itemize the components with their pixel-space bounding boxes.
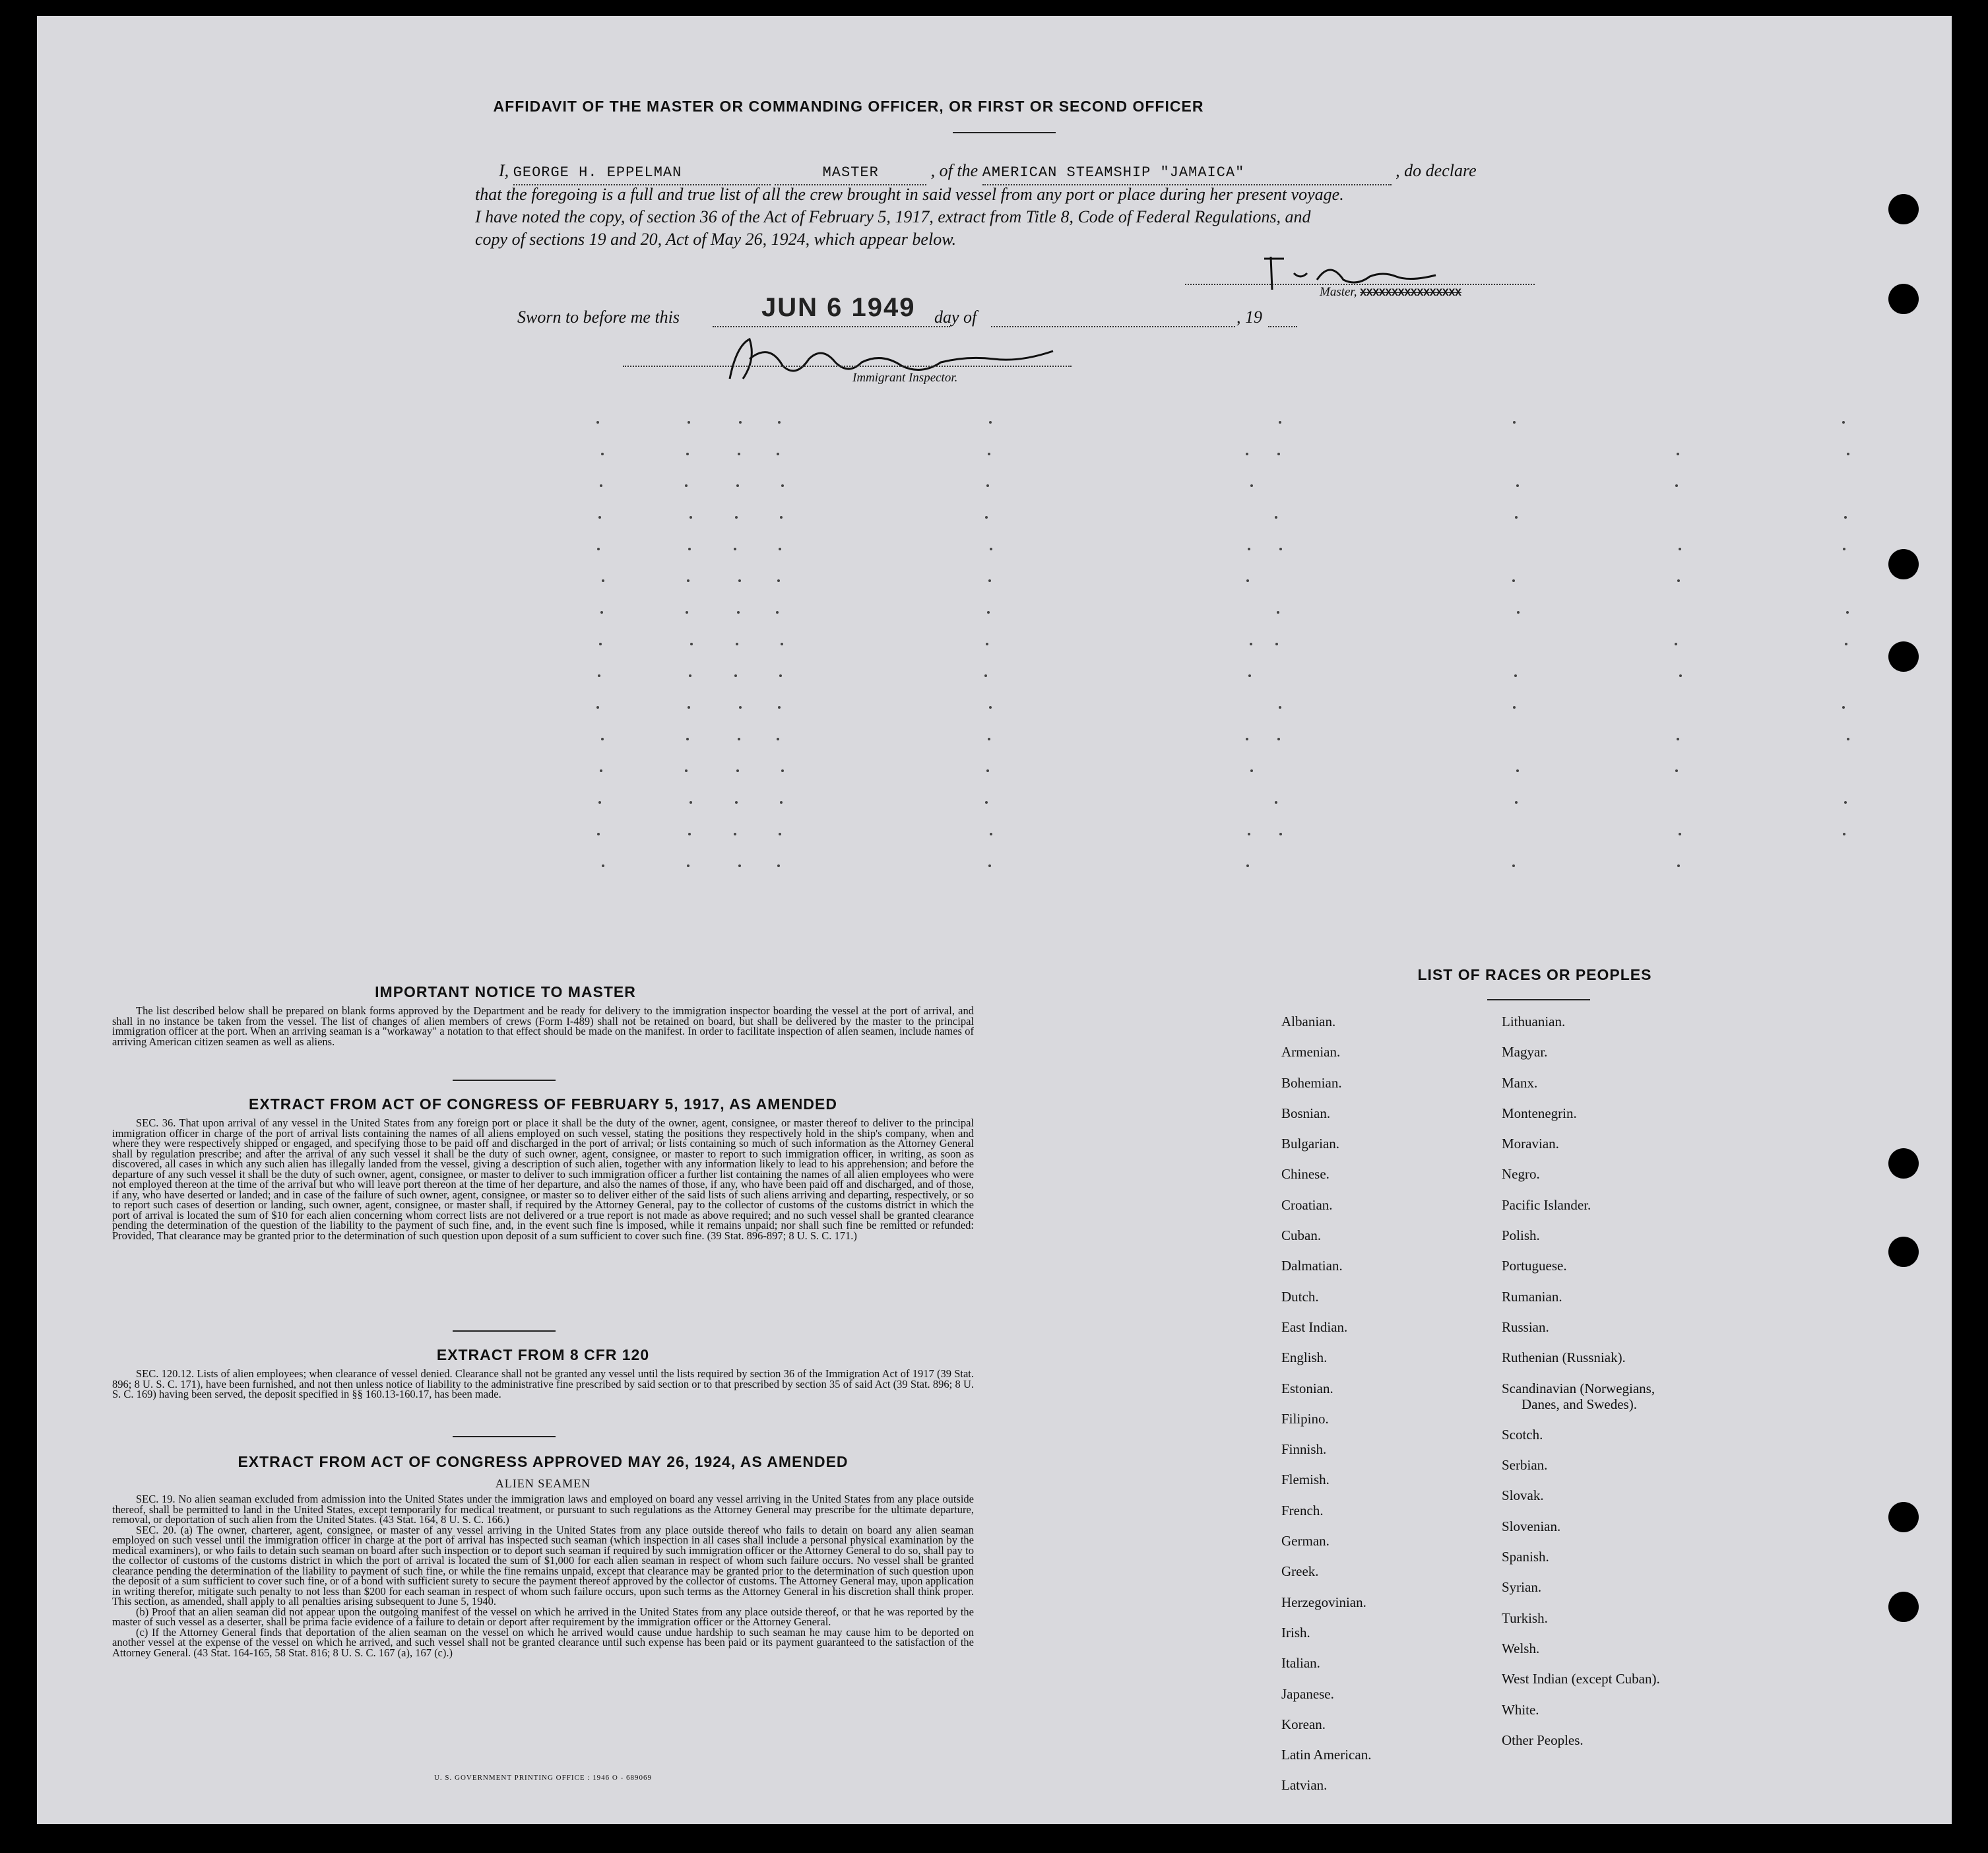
manifest-dot	[1277, 611, 1279, 614]
manifest-dot	[738, 579, 741, 582]
printing-office-imprint: U. S. GOVERNMENT PRINTING OFFICE : 1946 O - 689069	[433, 1774, 652, 1782]
year-line	[1268, 326, 1297, 327]
race-item: Cuban.	[1281, 1227, 1322, 1244]
manifest-dot	[781, 484, 784, 487]
manifest-dot	[734, 833, 736, 835]
race-item: Filipino.	[1281, 1410, 1329, 1427]
manifest-dot	[1246, 864, 1249, 867]
title-rule	[953, 132, 1056, 133]
manifest-dot	[1844, 516, 1847, 519]
manifest-dot	[985, 516, 988, 519]
manifest-dot	[1515, 801, 1518, 804]
manifest-dot	[1515, 516, 1518, 519]
manifest-dot	[777, 864, 780, 867]
race-item: Italian.	[1281, 1655, 1320, 1672]
sec-19-paragraph: SEC. 19. No alien seaman excluded from admission into the United States under the immigration laws and employed on board any vessel arriving in the United States from any place outside thereof, shall be permitted to land in the United States, except temporarily for medical treatment, or pursuant to such regulations as the Attorney General may prescribe for the ultimate departure, removal, or deportation of such alien from the United States. (43 Stat. 164, 8 U. S. C. 166.)	[112, 1493, 974, 1526]
manifest-dot	[781, 769, 784, 772]
punch-hole	[1888, 1592, 1919, 1622]
manifest-dot	[1677, 453, 1679, 455]
manifest-dot	[1844, 801, 1847, 804]
sec-20c-paragraph: (c) If the Attorney General finds that deportation of the alien seaman on the vessel on which he arrived would cause undue hardship to such seaman he may cause him to be deported on another vessel at the expense of the vessel on which he arrived, and such vessel shall not be granted clearance until such expense has been paid or its payment guaranteed to the satisfaction of the Attorney General. (43 Stat. 164-165, 58 Stat. 816; 8 U. S. C. 167 (a), 167 (c).)	[112, 1625, 974, 1659]
manifest-dot	[1846, 611, 1849, 614]
race-item: Irish.	[1281, 1624, 1310, 1641]
manifest-dot	[1677, 579, 1680, 582]
manifest-dot	[779, 548, 781, 550]
manifest-dot	[1277, 738, 1280, 740]
sworn-date-line	[713, 326, 950, 327]
master-rank: MASTER	[775, 162, 926, 185]
races-rule	[1487, 999, 1590, 1000]
race-item: Chinese.	[1281, 1166, 1330, 1183]
manifest-dot	[1845, 643, 1847, 645]
manifest-dot	[986, 484, 989, 487]
manifest-dot	[1250, 769, 1253, 772]
race-item: Dalmatian.	[1281, 1258, 1343, 1274]
manifest-dot	[1513, 421, 1516, 424]
race-item: Bulgarian.	[1281, 1136, 1340, 1152]
sec-20b-paragraph: (b) Proof that an alien seaman did not appear upon the outgoing manifest of the vessel on which he arrived in the United States from any place outside thereof, or that he was reported by the master of such vessel as a deserter, shall be prima facie evidence of a failure to detain or deport after requirement by the immigration officer or the Attorney General.	[112, 1605, 974, 1628]
race-item: Finnish.	[1281, 1441, 1327, 1458]
races-right-column	[1502, 1014, 1792, 1763]
manifest-dot	[600, 769, 602, 772]
race-item: Scandinavian (Norwegians,	[1502, 1380, 1655, 1396]
manifest-dot	[688, 421, 690, 424]
race-item: Slovak.	[1502, 1487, 1544, 1504]
manifest-dot	[689, 801, 692, 804]
race-item: Croatian.	[1281, 1196, 1333, 1213]
date-stamp: JUN 6 1949	[761, 293, 916, 322]
do-declare-text: , do declare	[1395, 161, 1477, 180]
manifest-dot	[736, 769, 739, 772]
race-item: Greek.	[1281, 1563, 1319, 1580]
manifest-dot	[1679, 833, 1681, 835]
year-label: , 19	[1236, 308, 1262, 327]
race-item: Turkish.	[1502, 1609, 1548, 1626]
manifest-dot	[735, 801, 738, 804]
manifest-dot	[597, 833, 600, 835]
manifest-dot	[689, 674, 691, 677]
race-item: Bohemian.	[1281, 1074, 1342, 1091]
extract-1924-title: EXTRACT FROM ACT OF CONGRESS APPROVED MAY 26, 1924, AS AMENDED	[238, 1453, 849, 1470]
manifest-dot	[602, 579, 604, 582]
manifest-dot	[686, 453, 689, 455]
affidavit-line-2: that the foregoing is a full and true list of all the crew brought in said vessel from any port or place during her present voyage.	[475, 185, 1344, 204]
manifest-dot	[1248, 548, 1250, 550]
sworn-label: Sworn to before me this	[517, 308, 680, 327]
manifest-dot	[988, 738, 990, 740]
manifest-dot	[1516, 484, 1519, 487]
manifest-dot	[600, 611, 603, 614]
sec-120-12-paragraph: SEC. 120.12. Lists of alien employees; when clearance of vessel denied. Clearance shall not be granted any vessel until the lists required by section 36 of the Immigration Act of 1917 (39 Stat. 896; 8 U. S. C. 171), have been furnished, and not then unless notice of liability to the administrative fine prescribed by said section or to that prescribed by section 35 of said Act (39 Stat. 896; 8 U. S. C. 169) having been served, the deposit specified in §§ 160.13-160.17, has been made.	[112, 1367, 974, 1400]
manifest-dot	[598, 516, 601, 519]
race-item: Welsh.	[1502, 1640, 1540, 1656]
manifest-dot	[1847, 453, 1849, 455]
manifest-dot	[689, 516, 692, 519]
manifest-dot	[598, 801, 601, 804]
manifest-dot	[1250, 643, 1252, 645]
manifest-dot	[738, 864, 741, 867]
race-item: Ruthenian (Russniak).	[1502, 1349, 1626, 1366]
punch-hole	[1888, 549, 1919, 579]
extract-1924-subtitle: ALIEN SEAMEN	[495, 1477, 591, 1490]
manifest-dot	[988, 864, 991, 867]
manifest-dot	[1675, 643, 1677, 645]
manifest-dot	[1275, 516, 1277, 519]
manifest-dot	[737, 611, 740, 614]
manifest-dot	[1677, 864, 1680, 867]
manifest-dot	[986, 643, 988, 645]
manifest-dot	[1675, 769, 1678, 772]
race-item: German.	[1281, 1533, 1330, 1549]
race-item: Lithuanian.	[1502, 1014, 1566, 1029]
manifest-dot	[685, 769, 688, 772]
race-item: Negro.	[1502, 1166, 1540, 1183]
race-item: Rumanian.	[1502, 1288, 1562, 1305]
race-item: Syrian.	[1502, 1579, 1542, 1596]
manifest-dot	[1514, 674, 1517, 677]
race-item: Albanian.	[1281, 1014, 1336, 1029]
race-item: Polish.	[1502, 1227, 1540, 1244]
manifest-dot	[1679, 548, 1681, 550]
extract-8cfr-rule	[453, 1436, 556, 1437]
manifest-dot	[1246, 453, 1248, 455]
race-item: Flemish.	[1281, 1472, 1330, 1488]
extract-8cfr-text	[112, 1369, 974, 1400]
manifest-dot	[779, 833, 781, 835]
affidavit-line-4: copy of sections 19 and 20, Act of May 26, 1924, which appear below.	[475, 230, 957, 249]
manifest-dot	[1250, 484, 1253, 487]
manifest-dot	[989, 421, 992, 424]
punch-hole	[1888, 1502, 1919, 1532]
extract-1924-text	[112, 1494, 974, 1658]
extract-1917-title: EXTRACT FROM ACT OF CONGRESS OF FEBRUARY 5, 1917, AS AMENDED	[249, 1095, 837, 1113]
race-item: Danes, and Swedes).	[1522, 1396, 1637, 1412]
manifest-dot	[1847, 738, 1849, 740]
race-item: Armenian.	[1281, 1044, 1341, 1060]
manifest-dot	[1513, 706, 1516, 709]
manifest-dot	[985, 801, 988, 804]
manifest-dot	[780, 516, 783, 519]
manifest-dot	[688, 833, 691, 835]
manifest-dot	[778, 421, 781, 424]
manifest-dot	[779, 674, 782, 677]
manifest-dot	[597, 548, 600, 550]
manifest-dot	[734, 674, 737, 677]
manifest-dot	[690, 643, 693, 645]
manifest-dot	[987, 611, 990, 614]
manifest-dot	[1517, 611, 1520, 614]
race-item: Scotch.	[1502, 1426, 1543, 1443]
extract-8cfr-title: EXTRACT FROM 8 CFR 120	[436, 1346, 650, 1363]
manifest-dot	[777, 453, 779, 455]
affidavit-line-3: I have noted the copy, of section 36 of the Act of February 5, 1917, extract from Title 8, Code of Federal Regulations, and	[475, 207, 1311, 226]
manifest-dot	[688, 548, 691, 550]
race-item: Herzegovinian.	[1281, 1594, 1366, 1610]
manifest-dot	[1677, 738, 1679, 740]
manifest-dot	[1516, 769, 1519, 772]
race-item: Russian.	[1502, 1318, 1549, 1335]
notice-paragraph: The list described below shall be prepared on blank forms approved by the Department and be ready for delivery to the immigration inspector boarding the vessel at the port of arrival, and shall in no instance be taken from the vessel. The list of changes of alien members of crews (Form I-489) shall not be retained on board, but shall be delivered by the master to the principal immigration officer at the port. When an arriving seaman is a "workaway" a notation to that effect should be made on the manifest. In order to facilitate inspection of alien seamen, include names of arriving American citizen seamen as well as aliens.	[112, 1004, 974, 1048]
master-label: Master,	[1320, 285, 1361, 299]
notice-title: IMPORTANT NOTICE TO MASTER	[375, 983, 636, 1000]
manifest-dot	[1277, 453, 1280, 455]
race-item: Latvian.	[1281, 1777, 1328, 1794]
manifest-dot	[1675, 484, 1678, 487]
document-page	[37, 16, 1952, 1824]
manifest-dot	[990, 548, 992, 550]
race-item: West Indian (except Cuban).	[1502, 1671, 1660, 1687]
manifest-dot	[734, 548, 736, 550]
punch-hole	[1888, 284, 1919, 314]
manifest-dot	[776, 611, 779, 614]
races-title: LIST OF RACES OR PEOPLES	[1417, 966, 1652, 983]
notice-rule	[453, 1080, 556, 1081]
races-left-column	[1281, 1014, 1499, 1808]
race-item: East Indian.	[1281, 1318, 1348, 1335]
manifest-dot	[1275, 801, 1277, 804]
manifest-dot	[601, 738, 604, 740]
manifest-dot	[1842, 421, 1845, 424]
notice-text	[112, 1006, 974, 1047]
manifest-dot	[1279, 421, 1281, 424]
manifest-dot	[984, 674, 987, 677]
manifest-dot	[686, 738, 689, 740]
manifest-dot	[1512, 579, 1515, 582]
race-item: Japanese.	[1281, 1685, 1334, 1702]
punch-hole	[1888, 1237, 1919, 1267]
race-item: Portuguese.	[1502, 1258, 1567, 1274]
manifest-dot	[1279, 833, 1282, 835]
manifest-dot	[1246, 579, 1249, 582]
manifest-dot	[777, 579, 780, 582]
manifest-dot	[736, 484, 739, 487]
manifest-dot	[739, 706, 742, 709]
manifest-dot	[986, 769, 989, 772]
line1-prefix: I,	[499, 161, 509, 180]
race-item: Spanish.	[1502, 1549, 1549, 1565]
manifest-dot	[736, 643, 738, 645]
manifest-dot	[990, 833, 992, 835]
manifest-dot	[1843, 548, 1845, 550]
race-item: Moravian.	[1502, 1136, 1559, 1152]
manifest-dot	[989, 706, 992, 709]
manifest-dot	[739, 421, 742, 424]
manifest-dot	[1246, 738, 1248, 740]
manifest-dot	[781, 643, 783, 645]
race-item: Other Peoples.	[1502, 1732, 1584, 1748]
race-item: English.	[1281, 1349, 1328, 1366]
manifest-dot	[687, 864, 689, 867]
punch-hole	[1888, 1148, 1919, 1179]
race-item: Dutch.	[1281, 1288, 1319, 1305]
manifest-dot	[596, 421, 599, 424]
race-item: Manx.	[1502, 1074, 1538, 1091]
manifest-dot	[600, 484, 602, 487]
race-item: White.	[1502, 1701, 1539, 1718]
race-item: Latin American.	[1281, 1747, 1372, 1763]
race-item: Serbian.	[1502, 1457, 1548, 1474]
race-item: Estonian.	[1281, 1380, 1333, 1396]
manifest-dot	[1275, 643, 1278, 645]
manifest-dot	[686, 611, 688, 614]
punch-hole	[1888, 194, 1919, 224]
inspector-signature-line	[623, 366, 1072, 367]
month-line	[991, 326, 1235, 327]
inspector-label: Immigrant Inspector.	[852, 371, 958, 385]
manifest-dot	[1842, 706, 1845, 709]
manifest-dot	[738, 453, 740, 455]
race-item: Korean.	[1281, 1716, 1326, 1732]
race-item: Bosnian.	[1281, 1105, 1331, 1121]
sec-36-paragraph: SEC. 36. That upon arrival of any vessel in the United States from any foreign port or place it shall be the duty of the owner, agent, consignee, or master thereof to deliver to the principal immigration officer in charge of the port of arrival lists containing the names of all aliens employed on such vessel, stating the positions they respectively hold in the ship's company, when and where they were respectively shipped or engaged, and specifying those to be paid off and discharged in the port of arrival; or lists containing so much of such information as the Attorney General shall by regulation prescribe; and after the arrival of any such vessel it shall be the duty of such owner, agent, consignee, or master to report to such immigration officer, in writing, as soon as discovered, all cases in which any such alien has illegally landed from the vessel, giving a description of such alien, together with any information likely to lead to his apprehension; and before the departure of any such vessel it shall be the duty of such owner, agent, consignee, or master to deliver to such immigration officer a further list containing the names of all alien employees who were not employed thereon at the time of the arrival but who will leave port thereon at the time of her departure, and also the names of those, if any, who have been paid off and discharged, and of those, if any, who have deserted or landed; and in case of the failure of such owner, agent, consignee, or master so to deliver either of the said lists of such aliens arriving and departing, respectively, or so to report such cases of desertion or landing, such owner, agent, consignee, or master shall, if required by the Attorney General, pay to the collector of customs of the customs district in which the port of arrival is located the sum of $10 for each alien concerning whom correct lists are not delivered or a true report is not made as above required; and no such vessel shall be granted clearance pending the determination of the question of the liability to the payment of such fine, and, in the event such fine is imposed, while it remains unpaid; nor shall such fine be remitted or refunded: Provided, That clearance may be granted prior to the determination of such question upon deposit of a sum sufficient to cover such fine. (39 Stat. 896-897; 8 U. S. C. 171.)	[112, 1117, 974, 1242]
manifest-dot	[685, 484, 688, 487]
manifest-dot	[778, 706, 781, 709]
manifest-dot	[1279, 706, 1281, 709]
manifest-dot	[1679, 674, 1682, 677]
manifest-dot	[687, 579, 689, 582]
manifest-dot	[988, 453, 990, 455]
extract-1917-text	[112, 1118, 974, 1241]
affidavit-line-1	[499, 160, 1581, 185]
manifest-dot	[1248, 674, 1251, 677]
master-name: GEORGE H. EPPELMAN	[513, 162, 771, 185]
manifest-dot	[688, 706, 690, 709]
manifest-dot	[1248, 833, 1250, 835]
race-item: Magyar.	[1502, 1044, 1548, 1060]
manifest-dot	[780, 801, 783, 804]
manifest-dot	[602, 864, 604, 867]
manifest-dot	[988, 579, 991, 582]
manifest-dot	[735, 516, 738, 519]
manifest-dot	[1279, 548, 1282, 550]
manifest-dot	[596, 706, 599, 709]
manifest-dot	[1843, 833, 1845, 835]
sec-20a-paragraph: SEC. 20. (a) The owner, charterer, agent, consignee, or master of any vessel arriving in the United States from any place outside thereof who fails to detain on board any alien seaman employed on such vessel until the immigration officer in charge at the port of arrival has inspected such seaman (which inspection in all cases shall include a personal physical examination by the medical examiners), or who fails to detain such seaman on board after such inspection or to deport such seaman if required by such immigration officer or the Attorney General to do so, shall pay to the collector of customs of the customs district in which the port of arrival is located the sum of $1,000 for each alien seaman in respect of whom such failure occurs. No vessel shall be granted clearance pending the determination of the liability to payment of such fine, or while the fine remains unpaid, except that clearance may be granted prior to the determination of such question upon the deposit of a sum sufficient to cover such fine, or of a bond with sufficient surety to secure the payment thereof approved by the collector of customs. The Attorney General may, upon application in writing therefor, mitigate such penalty to not less than $200 for each seaman in respect of whom such failure occurs, upon such terms as the Attorney General in his discretion shall think proper. This section, as amended, shall apply to all penalties arising subsequent to June 5, 1940.	[112, 1523, 974, 1608]
vessel-name: AMERICAN STEAMSHIP "JAMAICA"	[982, 162, 1392, 185]
extract-1917-rule	[453, 1330, 556, 1332]
manifest-dot	[599, 643, 602, 645]
race-item: Pacific Islander.	[1502, 1196, 1591, 1213]
master-label-row	[1320, 285, 1461, 300]
manifest-dot	[598, 674, 600, 677]
affidavit-title: AFFIDAVIT OF THE MASTER OR COMMANDING OFFICER, OR FIRST OR SECOND OFFICER	[493, 98, 1204, 115]
race-item: Slovenian.	[1502, 1518, 1561, 1534]
of-the-text: , of the	[930, 161, 978, 180]
master-struck-out: XXXXXXXXXXXXXXXX	[1360, 287, 1461, 299]
day-of-label: day of	[934, 308, 977, 327]
manifest-dot	[1512, 864, 1515, 867]
punch-hole	[1888, 641, 1919, 672]
race-item: French.	[1281, 1502, 1324, 1518]
manifest-dot	[738, 738, 740, 740]
manifest-dot	[777, 738, 779, 740]
manifest-dot	[601, 453, 604, 455]
race-item: Montenegrin.	[1502, 1105, 1577, 1121]
